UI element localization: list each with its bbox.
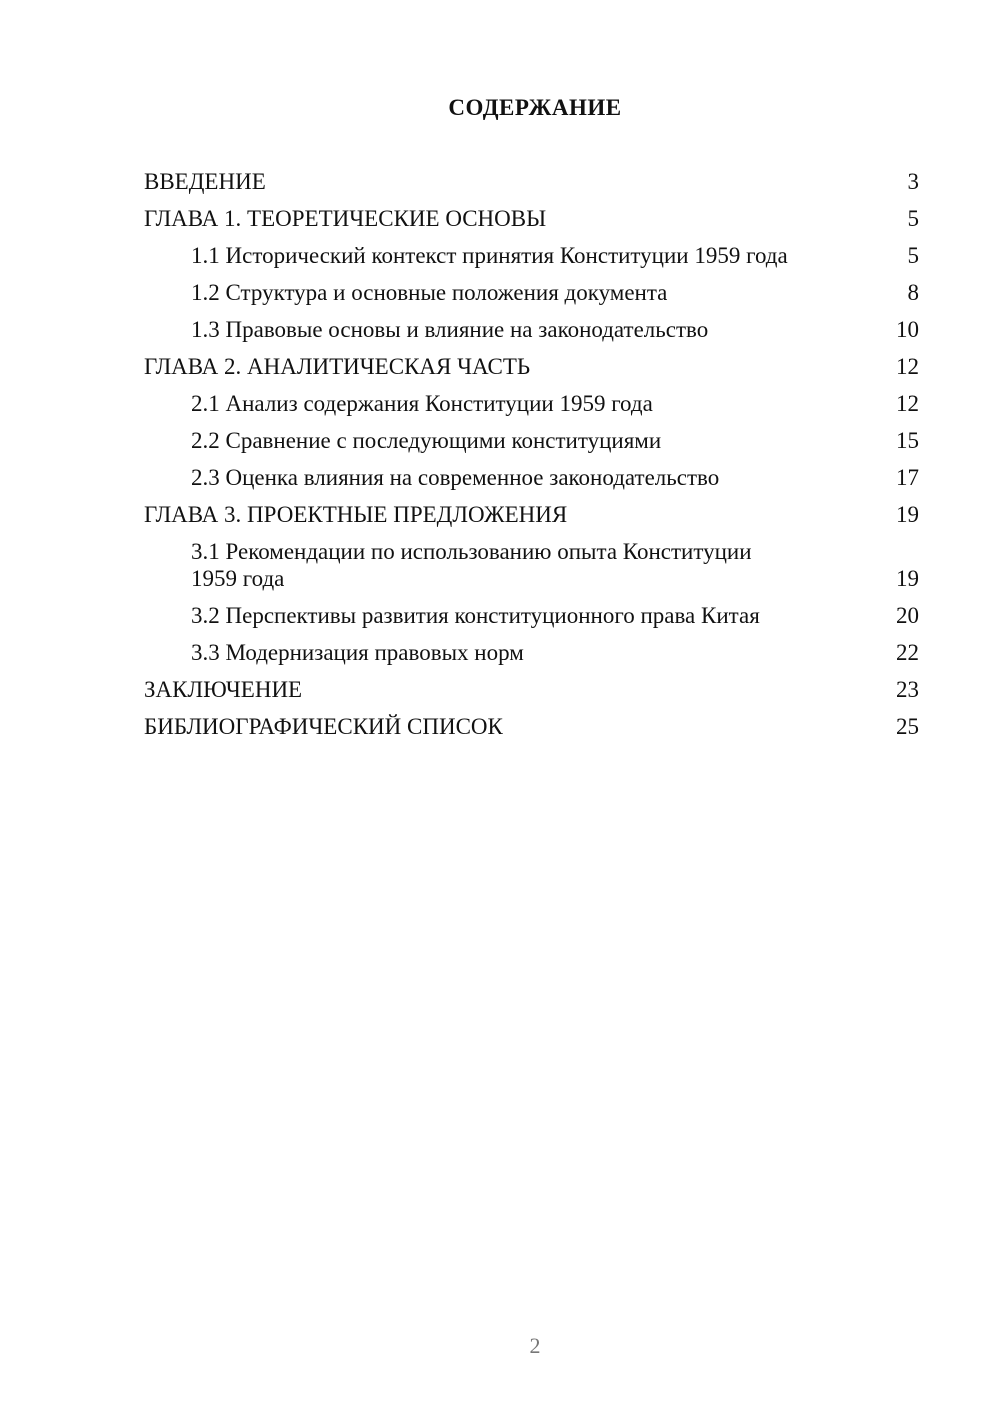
toc-entry-bibliography <box>144 713 919 740</box>
toc-entry-3-1 <box>144 538 919 592</box>
toc-entry-text: 1.2 Структура и основные положения документа <box>191 280 668 305</box>
toc-entry-page: 19 <box>896 502 919 527</box>
toc-entry-text: 3.1 Рекомендации по использованию опыта Конституции 1959 года <box>191 539 752 591</box>
toc-entry-chapter-1 <box>144 205 919 232</box>
toc-entry-3-2 <box>144 602 919 629</box>
toc-entry-text: 1.3 Правовые основы и влияние на законодательство <box>191 317 709 342</box>
toc-entry-page: 3 <box>907 169 919 194</box>
page-title: СОДЕРЖАНИЕ <box>448 95 622 120</box>
toc-entry-page: 5 <box>907 206 919 231</box>
toc-entry-page: 8 <box>907 280 919 305</box>
toc-entry-page: 25 <box>896 714 919 739</box>
toc-entry-introduction <box>144 168 919 195</box>
toc-entry-chapter-2 <box>144 353 919 380</box>
toc-entry-3-3 <box>144 639 919 666</box>
toc-entry-page: 10 <box>896 317 919 342</box>
toc-entry-text: БИБЛИОГРАФИЧЕСКИЙ СПИСОК <box>144 714 503 739</box>
toc-entry-conclusion <box>144 676 919 703</box>
page-number: 2 <box>529 1333 541 1358</box>
toc-entry-2-3 <box>144 464 919 491</box>
toc-entry-text: 2.3 Оценка влияния на современное законодательство <box>191 465 720 490</box>
toc-entry-page: 12 <box>896 391 919 416</box>
toc-entry-text: 2.1 Анализ содержания Конституции 1959 года <box>191 391 653 416</box>
toc-entry-text: ЗАКЛЮЧЕНИЕ <box>144 677 303 702</box>
toc-entry-text: ГЛАВА 1. ТЕОРЕТИЧЕСКИЕ ОСНОВЫ <box>144 206 547 231</box>
toc-entry-page: 23 <box>896 677 919 702</box>
toc-entry-1-1 <box>144 242 919 269</box>
toc-entry-1-3 <box>144 316 919 343</box>
toc-entry-page: 19 <box>896 566 919 591</box>
toc-entry-text: 3.2 Перспективы развития конституционного права Китая <box>191 603 760 628</box>
toc-entry-text: ГЛАВА 3. ПРОЕКТНЫЕ ПРЕДЛОЖЕНИЯ <box>144 502 568 527</box>
toc-entry-page: 12 <box>896 354 919 379</box>
toc-entry-chapter-3 <box>144 501 919 528</box>
toc-entry-text: 1.1 Исторический контекст принятия Конституции 1959 года <box>191 243 788 268</box>
toc-entry-page: 20 <box>896 603 919 628</box>
toc-entry-page: 15 <box>896 428 919 453</box>
toc-entry-page: 22 <box>896 640 919 665</box>
table-of-contents <box>144 168 919 750</box>
toc-entry-2-2 <box>144 427 919 454</box>
toc-entry-2-1 <box>144 390 919 417</box>
toc-entry-text: ГЛАВА 2. АНАЛИТИЧЕСКАЯ ЧАСТЬ <box>144 354 531 379</box>
toc-entry-text: ВВЕДЕНИЕ <box>144 169 266 194</box>
toc-entry-1-2 <box>144 279 919 306</box>
toc-entry-text: 2.2 Сравнение с последующими конституциями <box>191 428 662 453</box>
toc-entry-text: 3.3 Модернизация правовых норм <box>191 640 524 665</box>
toc-entry-page: 17 <box>896 465 919 490</box>
toc-entry-page: 5 <box>907 243 919 268</box>
